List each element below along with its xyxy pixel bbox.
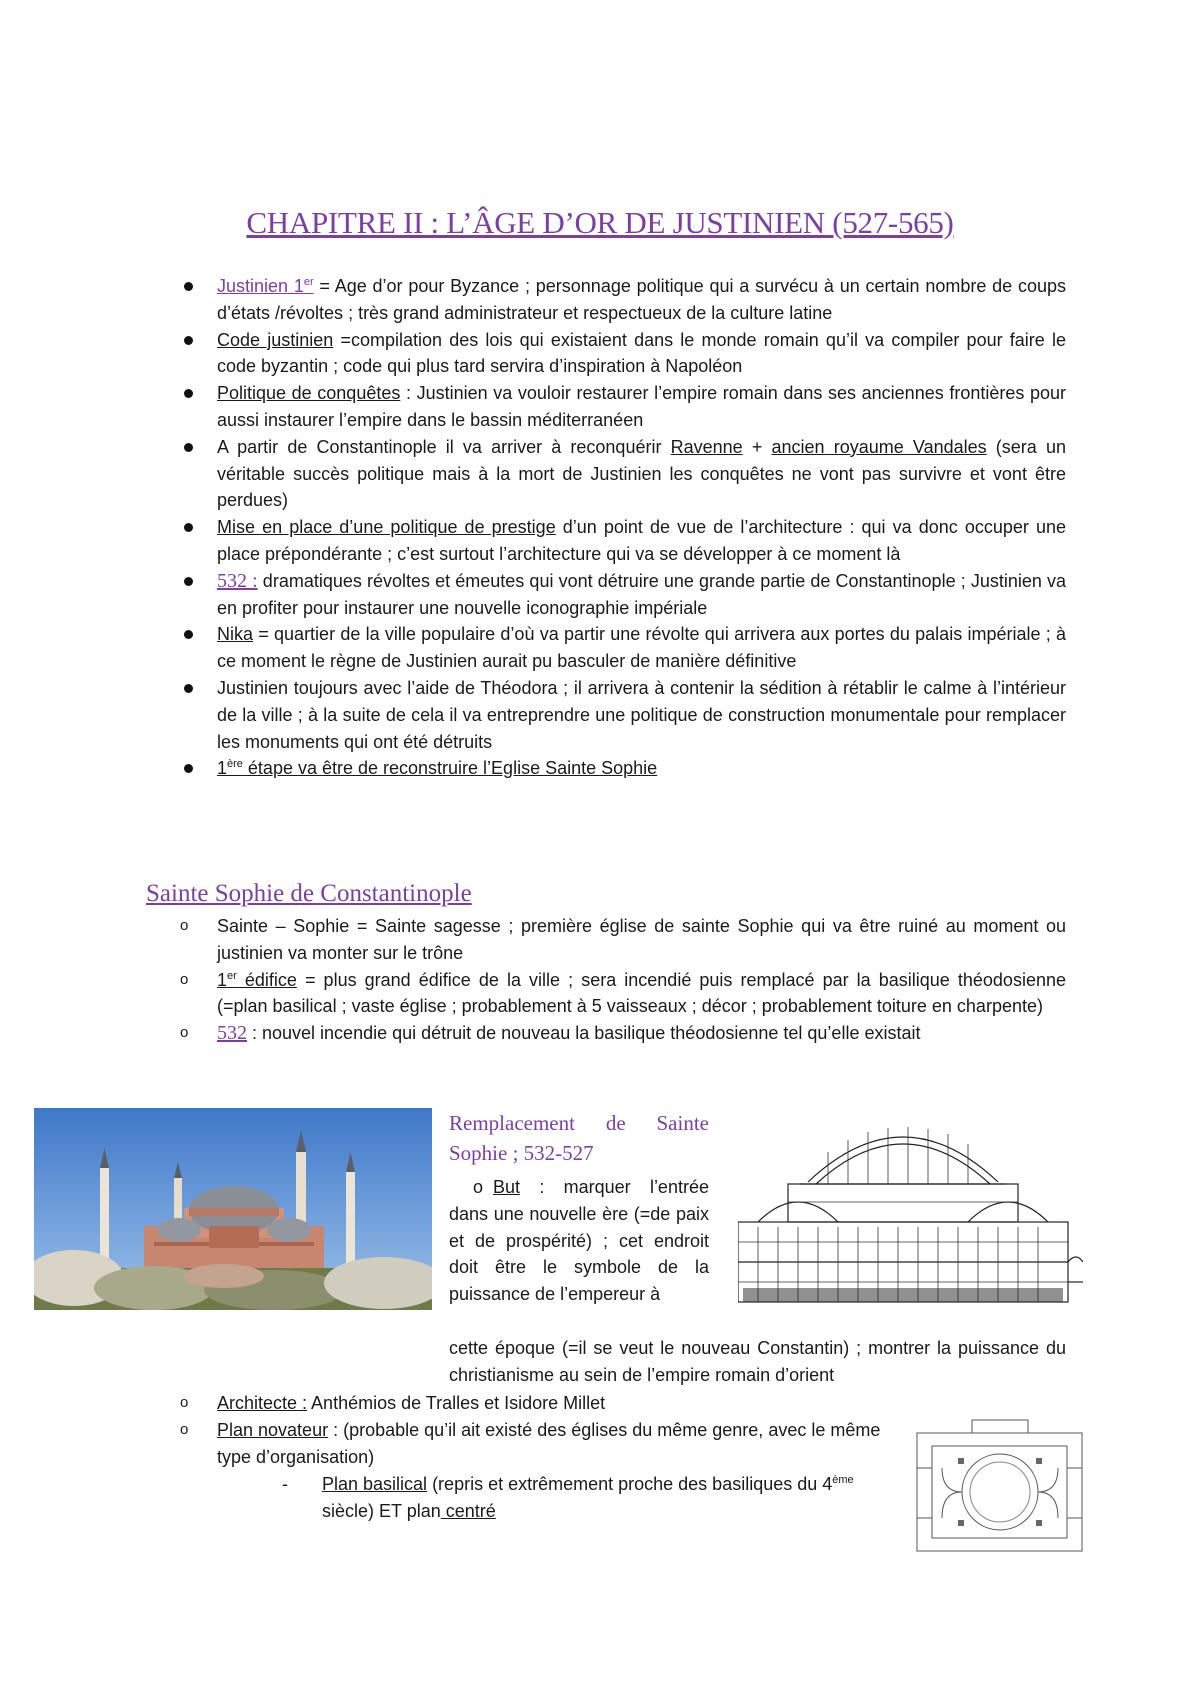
bullet-532: 532 : dramatiques révoltes et émeutes qui vont détruire une grande partie de Constantinople ; Justinien va en profiter pour instaurer une nouvelle iconographie impériale [180,568,1066,622]
bullet-dot [184,389,193,398]
bullet-dot [184,684,193,693]
but-continuation: cette époque (=il se veut le nouveau Constantin) ; montrer la puissance du christianisme au sein de l’empire romain d’orient [449,1338,1066,1385]
bullet-dot [184,443,193,452]
circle-marker: o [472,1177,483,1197]
term-but: But [493,1177,521,1197]
item-premier-edifice: o 1er édifice = plus grand édifice de la ville ; sera incendié puis remplacé par la basilique théodosienne (=plan basilical ; vaste église ; probablement à 5 vaisseaux ; décor ; probablement toiture en charpente) [180,967,1066,1021]
item-sainte-sagesse: o Sainte – Sophie = Sainte sagesse ; première église de sainte Sophie qui va être ruiné au moment ou justinien va monter sur le trône [180,913,1066,967]
section-drawing-graphic [738,1112,1083,1314]
sainte-sophie-list [180,913,1066,1047]
hagia-sophia-photo-graphic [34,1108,432,1310]
bullet-dot [184,282,193,291]
floor-plan-drawing [912,1418,1090,1556]
term-532: 532 : [217,569,258,592]
term-premiere-etape: 1ère étape va être de reconstruire l’Eglise Sainte Sophie [217,758,658,779]
main-bullet-list [180,273,1066,782]
item-plan-basilical: - Plan basilical (repris et extrêmement proche des basiliques du 4ème siècle) ET plan centré [282,1471,892,1525]
bullet-nika: Nika = quartier de la ville populaire d’où va partir une révolte qui arrivera aux portes du palais impériale ; à ce moment le règne de Justinien aurait pu basculer de manière définitive [180,621,1066,675]
term-532-incendie: 532 [217,1022,247,1045]
item-incendie-532: o 532 : nouvel incendie qui détruit de nouveau la basilique théodosienne tel qu’elle existait [180,1020,1066,1047]
circle-marker: o [180,1421,189,1438]
term-royaume-vandales: ancien royaume Vandales [771,436,987,457]
bullet-dot [184,336,193,345]
term-plan-novateur: Plan novateur [217,1420,329,1440]
term-justinien: Justinien 1er [217,276,314,296]
term-politique-conquetes: Politique de conquêtes [217,383,401,404]
bullet-politique-conquetes: Politique de conquêtes : Justinien va vouloir restaurer l’empire romain dans ses anciennes frontières pour aussi instaurer l’empire dans le bassin méditerranéen [180,380,1066,434]
term-plan-centre: centré [440,1500,496,1521]
bullet-theodora: Justinien toujours avec l’aide de Théodora ; il arrivera à contenir la sédition à rétablir le calme à l’intérieur de la ville ; à la suite de cela il va entreprendre une politique de construction monumentale pour remplacer les monuments qui ont été détruits [180,675,1066,755]
bullet-reconquete: A partir de Constantinople il va arriver à reconquérir Ravenne + ancien royaume Vandales (sera un véritable succès politique mais à la mort de Justinien les conquêtes ne vont pas survivre et vont être perdues) [180,434,1066,514]
hagia-sophia-photo [34,1108,432,1310]
term-nika: Nika [217,624,254,645]
section-heading: Sainte Sophie de Constantinople [146,880,472,907]
hagia-sophia-section-drawing [738,1112,1083,1314]
bullet-politique-prestige: Mise en place d’une politique de prestige d’un point de vue de l’architecture : qui va donc occuper une place prépondérante ; c’est surtout l’architecture qui va se développer à ce moment là [180,514,1066,568]
item-architecte: o Architecte : Anthémios de Tralles et Isidore Millet [180,1390,1066,1417]
circle-marker: o [180,970,189,988]
page-title: CHAPITRE II : L’ÂGE D’OR DE JUSTINIEN (527-565) [246,205,954,240]
bullet-dot [184,764,193,773]
but-paragraph: o But : marquer l’entrée dans une nouvelle ère (=de paix et de prospérité) ; cet endroit doit être le symbole de la puissance de l’empereur à [449,1174,709,1308]
circle-marker: o [180,917,189,934]
bullet-dot [184,577,193,586]
remplacement-heading: Remplacement de Sainte Sophie ; 532-527 [449,1111,709,1165]
term-code-justinien: Code justinien [217,329,334,350]
bullet-dot [184,630,193,639]
circle-marker: o [180,1024,189,1042]
dash-marker: - [282,1474,288,1494]
floor-plan-graphic [912,1418,1090,1556]
item-plan-novateur: o Plan novateur : (probable qu’il ait existé des églises du même genre, avec le même type d’organisation) [180,1417,900,1471]
bullet-code-justinien: Code justinien =compilation des lois qui existaient dans le monde romain qu’il va compiler pour faire le code byzantin ; code qui plus tard servira d’inspiration à Napoléon [180,327,1066,381]
circle-marker: o [180,1394,189,1411]
bullet-justinien: Justinien 1er = Age d’or pour Byzance ; personnage politique qui a survécu à un certain nombre de coups d’états /révoltes ; très grand administrateur et respectueux de la culture latine [180,273,1066,327]
bullet-premiere-etape [180,755,1066,782]
term-premier-edifice: 1er édifice [217,969,297,990]
bullet-dot [184,523,193,532]
term-architecte: Architecte : [217,1393,308,1413]
term-ravenne: Ravenne [670,436,743,457]
term-politique-prestige: Mise en place d’une politique de prestige [217,517,556,538]
term-plan-basilical: Plan basilical [322,1474,428,1494]
